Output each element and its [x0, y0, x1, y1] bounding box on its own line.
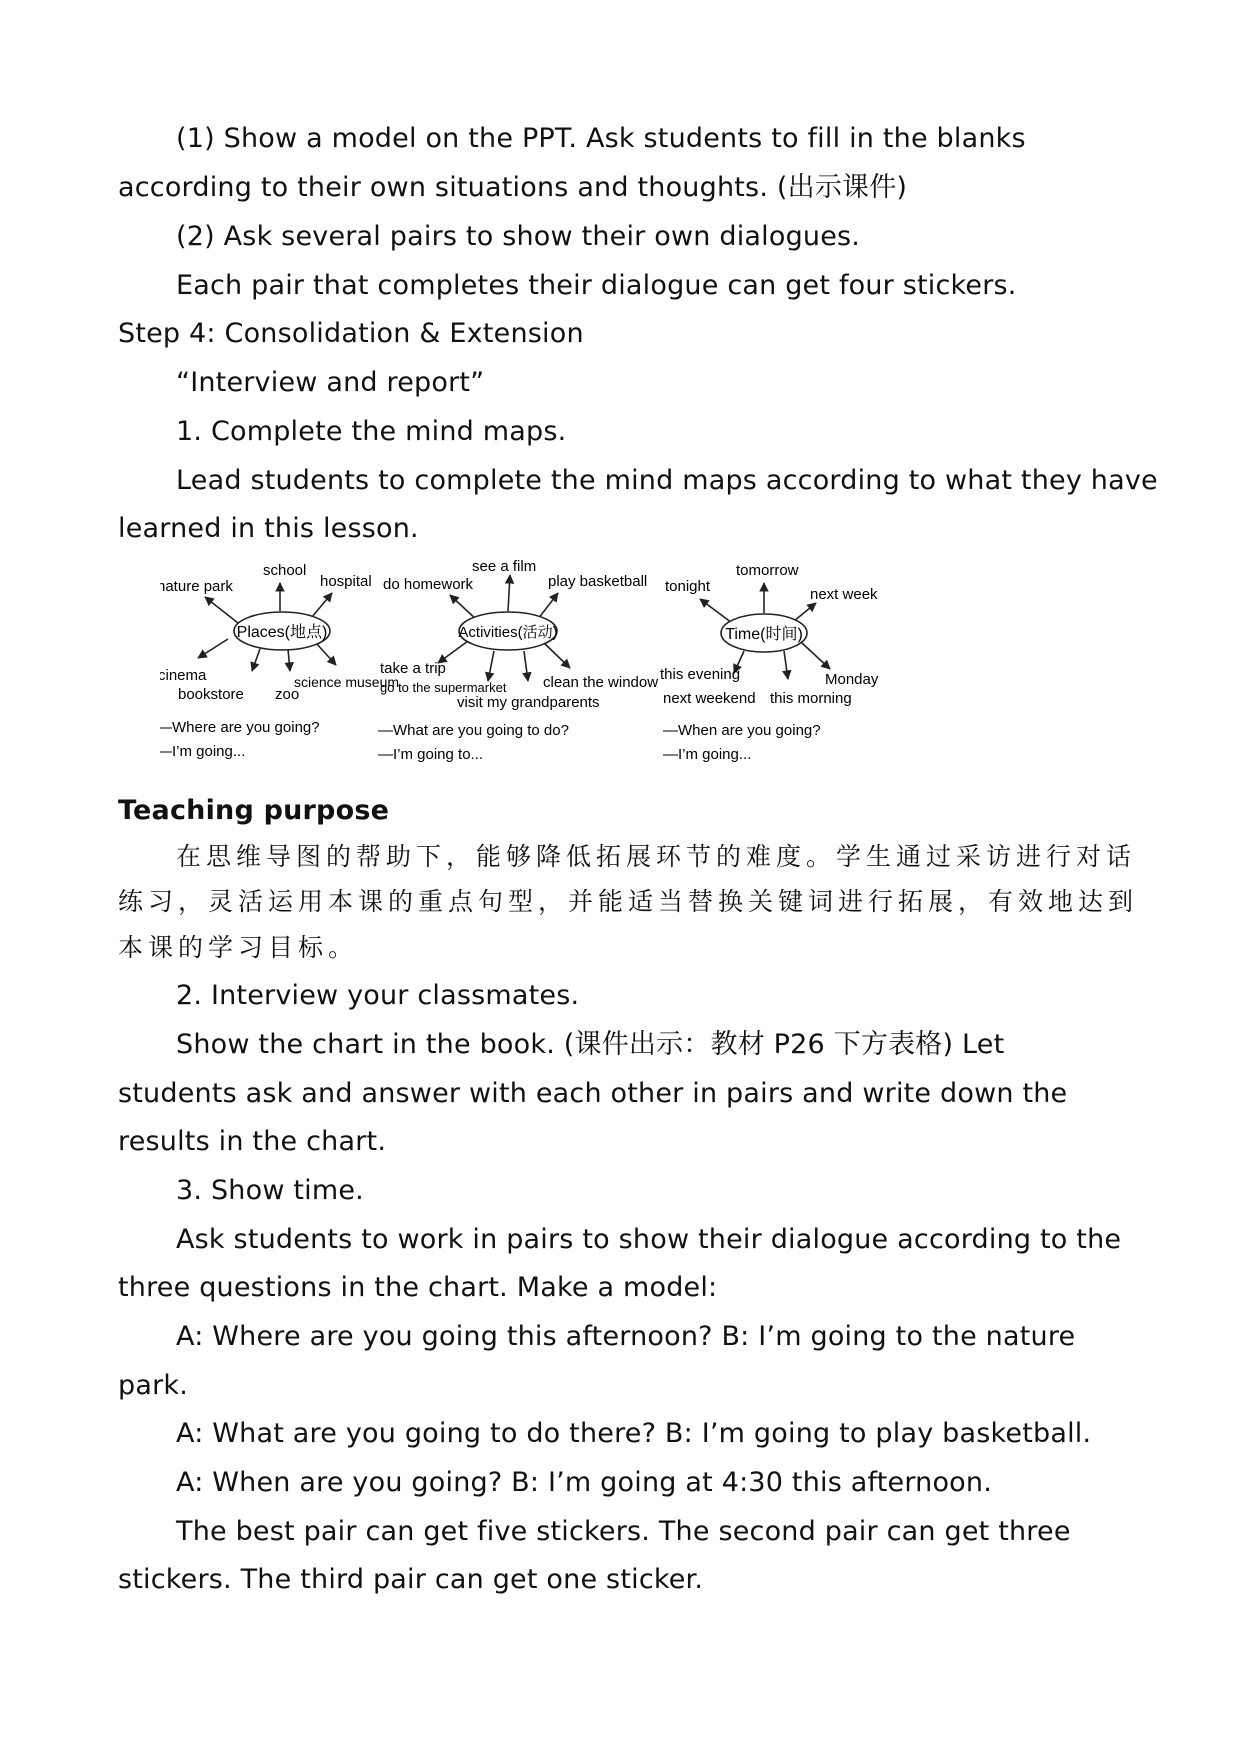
paragraph-line: students ask and answer with each other in pairs and write down the	[118, 1078, 1068, 1109]
dialogue-line: A: What are you going to do there? B: I’m going to play basketball.	[176, 1418, 1092, 1449]
activities-node: visit my grandparents	[457, 694, 600, 711]
paragraph-line: The best pair can get five stickers. The second pair can get three	[176, 1516, 1071, 1547]
paragraph-line: learned in this lesson.	[118, 513, 419, 544]
purpose-line: 在思维导图的帮助下，能够降低拓展环节的难度。学生通过采访进行对话	[176, 842, 1137, 871]
paragraph-line: three questions in the chart. Make a model:	[118, 1272, 718, 1303]
paragraph-line: Each pair that completes their dialogue can get four stickers.	[176, 270, 1017, 301]
paragraph-line: 3. Show time.	[176, 1175, 364, 1206]
step-heading: Step 4: Consolidation & Extension	[118, 318, 584, 349]
dialogue-line: park.	[118, 1370, 189, 1401]
activities-node: see a film	[472, 558, 537, 575]
time-node: this morning	[770, 690, 852, 707]
activities-node: take a trip	[380, 660, 446, 677]
paragraph-line: 1. Complete the mind maps.	[176, 416, 567, 447]
places-node: hospital	[320, 573, 372, 590]
teaching-purpose-heading: Teaching purpose	[118, 795, 390, 826]
time-node: Monday	[825, 671, 879, 688]
time-node: tomorrow	[736, 562, 799, 579]
purpose-line: 练习，灵活运用本课的重点句型，并能适当替换关键词进行拓展，有效地达到	[118, 887, 1139, 916]
activities-answer: —I’m going to...	[378, 746, 484, 763]
time-node: tonight	[665, 578, 711, 595]
time-question: —When are you going?	[663, 722, 821, 739]
places-question: —Where are you going?	[160, 719, 320, 736]
paragraph-line: stickers. The third pair can get one sticker.	[118, 1564, 704, 1595]
places-node: school	[263, 562, 307, 579]
paragraph-line: according to their own situations and thoughts. (出示课件)	[118, 172, 908, 203]
activities-mind-map	[378, 558, 658, 763]
places-mind-map	[160, 562, 399, 760]
places-answer: —I’m going...	[160, 743, 246, 760]
paragraph-line: 2. Interview your classmates.	[176, 980, 580, 1011]
activities-question: —What are you going to do?	[378, 722, 569, 739]
time-node: this evening	[660, 666, 741, 683]
places-node: bookstore	[178, 686, 244, 703]
time-node: next weekend	[663, 690, 756, 707]
time-center-label: Time(时间)	[725, 626, 803, 643]
purpose-line: 本课的学习目标。	[118, 933, 359, 962]
time-answer: —I’m going...	[663, 746, 752, 763]
places-node: science museum	[294, 674, 400, 690]
places-node: zoo	[275, 686, 300, 703]
paragraph-line: (1) Show a model on the PPT. Ask students to fill in the blanks	[176, 123, 1026, 154]
activity-title: “Interview and report”	[176, 367, 485, 398]
dialogue-line: A: Where are you going this afternoon? B: I’m going to the nature	[176, 1321, 1076, 1352]
activities-center-label: Activities(活动)	[458, 624, 558, 641]
paragraph-line: results in the chart.	[118, 1126, 387, 1157]
places-center-label: Places(地点)	[236, 624, 328, 641]
places-node: cinema	[160, 667, 207, 684]
dialogue-line: A: When are you going? B: I’m going at 4:30 this afternoon.	[176, 1467, 992, 1498]
activities-node: play basketball	[548, 573, 648, 590]
activities-node: do homework	[383, 576, 474, 593]
places-node: nature park	[160, 578, 233, 595]
paragraph-line: (2) Ask several pairs to show their own dialogues.	[176, 221, 861, 252]
time-mind-map	[660, 562, 879, 763]
activities-node: go to the supermarket	[380, 680, 507, 695]
mind-maps-figure	[160, 553, 920, 793]
time-node: next week	[810, 586, 878, 603]
paragraph-line: Ask students to work in pairs to show their dialogue according to the	[176, 1224, 1122, 1255]
paragraph-line: Show the chart in the book. (课件出示：教材 P26 下方表格) Let	[176, 1029, 1005, 1060]
paragraph-line: Lead students to complete the mind maps according to what they have	[176, 465, 1158, 496]
activities-node: clean the window	[543, 674, 659, 691]
